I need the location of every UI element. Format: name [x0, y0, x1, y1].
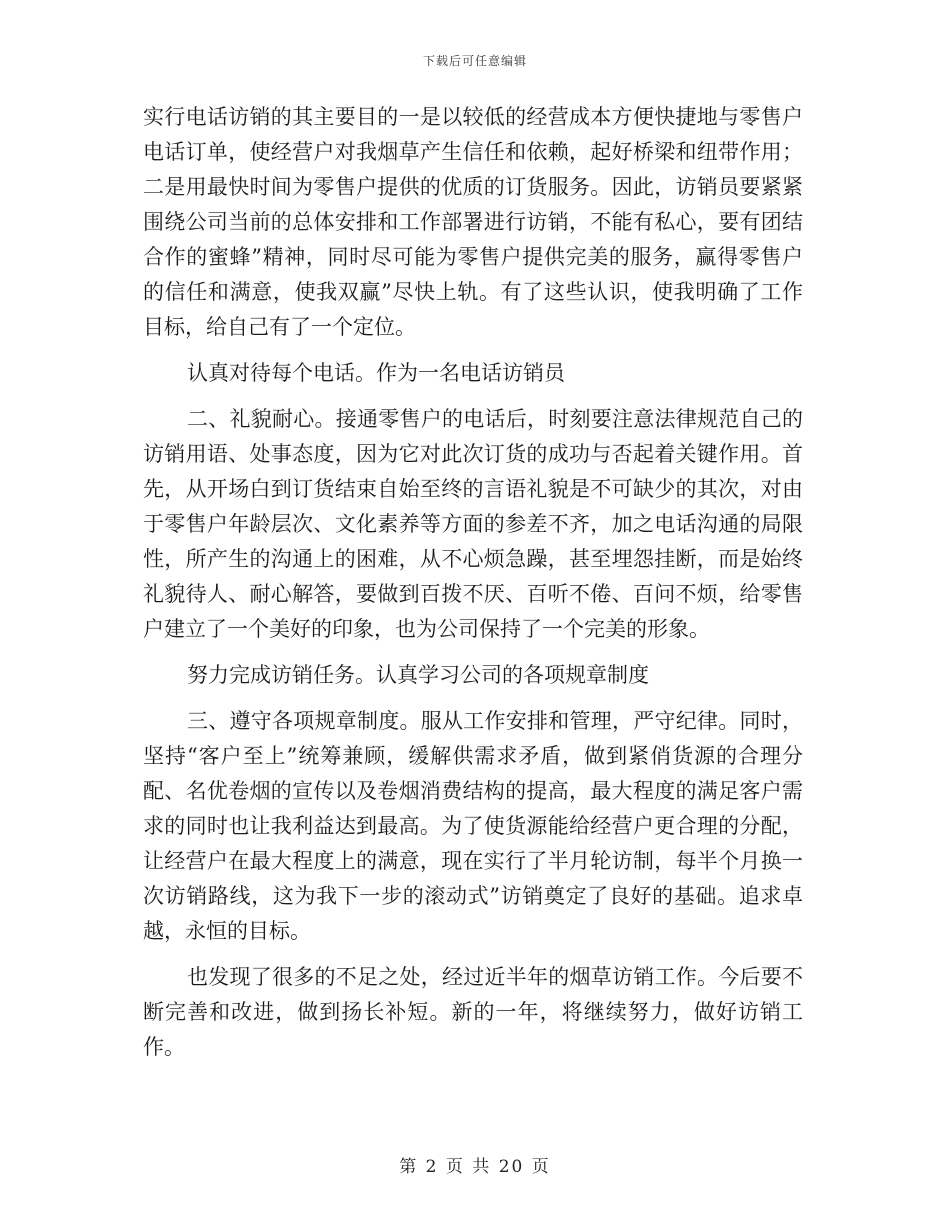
paragraph-rules: 三、遵守各项规章制度。服从工作安排和管理，严守纪律。同时，坚持“客户至上”统筹兼顾，缓解供需求矛盾，做到紧俏货源的合理分配、名优卷烟的宣传以及卷烟消费结构的提高，最大程度的满足客户需求的同时也让我利益达到最高。为了使货源能给经营户更合理的分配，让经营户在最大程度上的满意，现在实行了半月轮访制，每半个月换一次访销路线，这为我下一步的滚动式”访销奠定了良好的基础。追求卓越，永恒的目标。	[143, 709, 803, 943]
page-number-footer: 第 2 页 共 20 页	[399, 1157, 551, 1177]
page-header-note: 下载后可任意编辑	[422, 54, 527, 68]
paragraph-heading-task: 努力完成访销任务。认真学习公司的各项规章制度	[187, 663, 649, 687]
paragraph-courtesy: 二、礼貌耐心。接通零售户的电话后，时刻要注意法律规范自己的访销用语、处事态度，因为它对此次订货的成功与否起着关键作用。首先，从开场白到订货结束自始至终的言语礼貌是不可缺少的其次，对由于零售户年龄层次、文化素养等方面的参差不齐，加之电话沟通的局限性，所产生的沟通上的困难，从不心烦急躁，甚至埋怨挂断，而是始终礼貌待人、耐心解答，要做到百拨不厌、百听不倦、百问不烦，给零售户建立了一个美好的印象，也为公司保持了一个完美的形象。	[143, 407, 803, 641]
paragraph-heading-phone: 认真对待每个电话。作为一名电话访销员	[187, 361, 565, 385]
document-body	[143, 100, 803, 1065]
paragraph-conclusion: 也发现了很多的不足之处，经过近半年的烟草访销工作。今后要不断完善和改进，做到扬长补短。新的一年，将继续努力，做好访销工作。	[143, 965, 803, 1059]
paragraph-intro: 实行电话访销的其主要目的一是以较低的经营成本方便快捷地与零售户电话订单，使经营户对我烟草产生信任和依赖，起好桥梁和纽带作用；二是用最快时间为零售户提供的优质的订货服务。因此，访销员要紧紧围绕公司当前的总体安排和工作部署进行访销，不能有私心，要有团结合作的蜜蜂”精神，同时尽可能为零售户提供完美的服务，赢得零售户的信任和满意，使我双赢”尽快上轨。有了这些认识，使我明确了工作目标，给自己有了一个定位。	[143, 105, 803, 339]
